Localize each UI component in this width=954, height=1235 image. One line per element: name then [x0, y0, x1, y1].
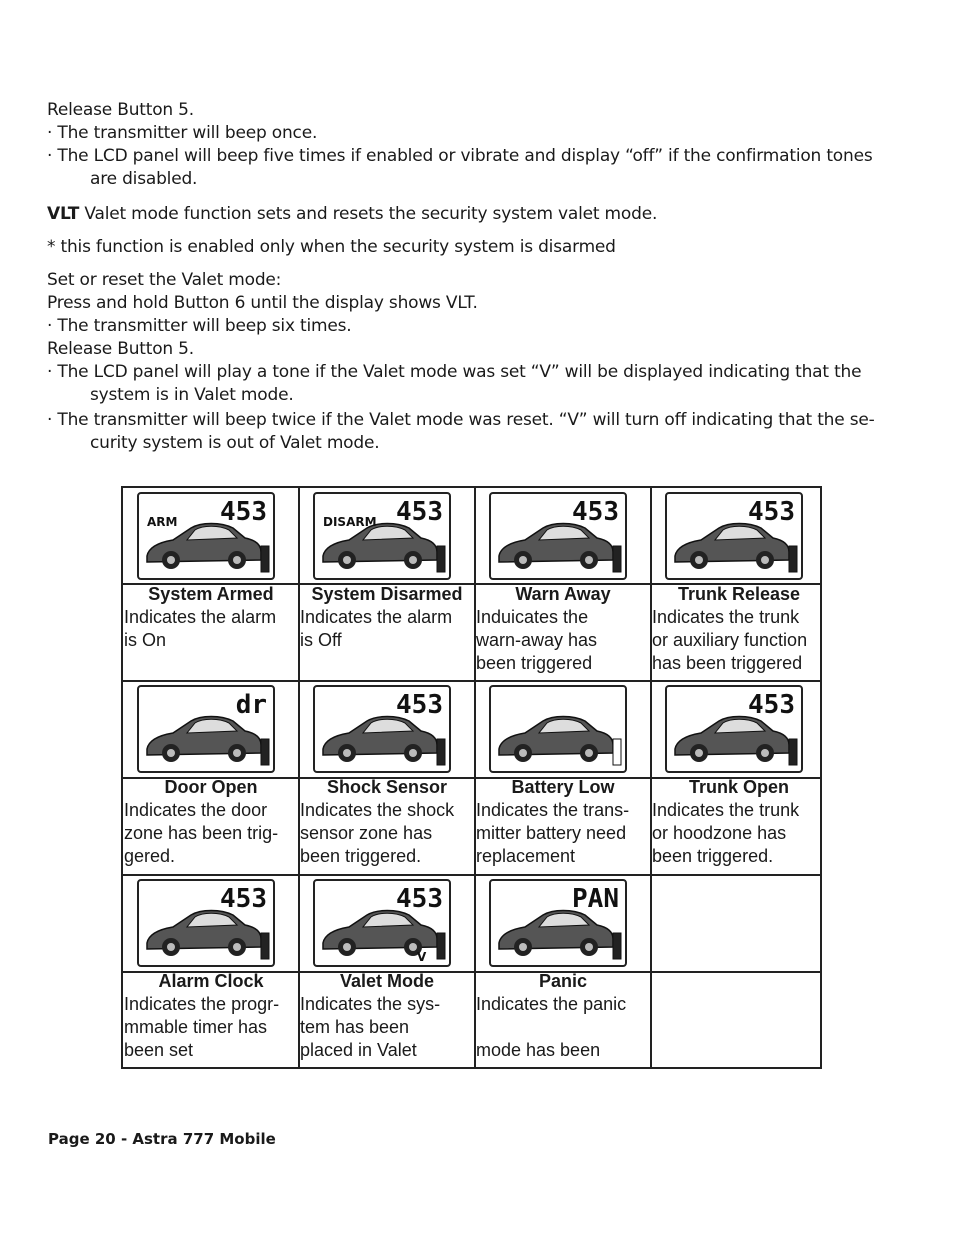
indicator-description: been set	[124, 1040, 194, 1060]
lcd-time-text: 453	[220, 497, 267, 527]
text-line	[47, 203, 657, 225]
lcd-time-text: 453	[572, 497, 619, 527]
indicator-description: Indicates the trans-	[476, 800, 630, 820]
lcd-mode-label: DISARM	[323, 515, 377, 529]
indicator-cell	[299, 488, 475, 681]
vlt-description: Valet mode function sets and resets the security system valet mode.	[79, 204, 658, 224]
indicator-description: Indicates the progr-	[124, 994, 280, 1014]
indicator-description: Indicates the sys-	[300, 994, 441, 1014]
indicator-cell	[475, 681, 651, 874]
lcd-time-text: PAN	[572, 884, 619, 914]
lcd-display-icon	[489, 685, 627, 773]
indicator-description: tem has been	[300, 1017, 410, 1037]
indicator-title: Trunk Release	[677, 584, 801, 604]
indicator-description: Indicates the trunk	[652, 607, 800, 627]
indicator-description: is Off	[300, 630, 342, 650]
lcd-time-text: 453	[220, 884, 267, 914]
indicator-cell	[299, 875, 475, 1068]
lcd-time-text: 453	[748, 690, 795, 720]
lcd-display-icon	[489, 879, 627, 967]
lcd-time-text: 453	[748, 497, 795, 527]
indicator-description: Indicates the panic	[476, 994, 627, 1014]
indicator-description: Indicates the door	[124, 800, 268, 820]
indicator-title: Trunk Open	[688, 777, 789, 797]
indicator-description: Indicates the shock	[300, 800, 455, 820]
indicator-title: Panic	[538, 971, 588, 991]
indicator-title: Battery Low	[511, 777, 615, 797]
indicator-description: been triggered.	[652, 846, 774, 866]
lcd-time-text: 453	[396, 884, 443, 914]
indicator-description: or hoodzone has	[652, 823, 787, 843]
indicator-title: Shock Sensor	[326, 777, 448, 797]
indicator-cell	[123, 681, 299, 874]
page-footer: Page 20 - Astra 777 Mobile	[48, 1130, 276, 1148]
lcd-display-icon	[137, 492, 275, 580]
lcd-display-icon	[137, 879, 275, 967]
indicator-title: System Armed	[148, 584, 274, 604]
indicator-description: been triggered.	[300, 846, 422, 866]
text-line: · The transmitter will beep twice if the Valet mode was reset. “V” will turn off indicating that the se-	[47, 410, 875, 430]
text-line: * this function is enabled only when the security system is disarmed	[47, 237, 616, 257]
indicator-description: zone has been trig-	[124, 823, 279, 843]
lcd-display-icon	[313, 685, 451, 773]
indicator-cell	[475, 488, 651, 681]
indicator-description: sensor zone has	[300, 823, 433, 843]
lcd-display-icon	[665, 685, 803, 773]
indicator-description: Induicates the	[476, 607, 589, 627]
text-line: Set or reset the Valet mode:	[47, 270, 282, 290]
lcd-display-icon	[313, 879, 451, 967]
vlt-label: VLT	[47, 204, 80, 224]
lcd-display-icon	[137, 685, 275, 773]
indicator-description: mitter battery need	[476, 823, 627, 843]
text-line: · The transmitter will beep six times.	[47, 316, 352, 336]
indicator-description: or auxiliary function	[652, 630, 808, 650]
indicator-cell	[123, 875, 299, 1068]
indicator-description: Indicates the alarm	[124, 607, 277, 627]
indicator-title: Alarm Clock	[158, 971, 264, 991]
indicator-title: Valet Mode	[339, 971, 435, 991]
indicator-description: warn-away has	[476, 630, 598, 650]
indicator-table	[121, 486, 822, 1069]
indicator-description: mmable timer has	[124, 1017, 268, 1037]
indicator-description: been triggered	[476, 653, 593, 673]
indicator-cell	[123, 488, 299, 681]
indicator-description: gered.	[124, 846, 176, 866]
indicator-title: System Disarmed	[311, 584, 463, 604]
indicator-description: has been triggered	[652, 653, 803, 673]
text-line: Press and hold Button 6 until the display shows VLT.	[47, 293, 478, 313]
indicator-description: mode has been	[476, 1040, 601, 1060]
text-line: Release Button 5.	[47, 100, 194, 120]
lcd-time-text: 453	[396, 690, 443, 720]
indicator-description: Indicates the trunk	[652, 800, 800, 820]
indicator-cell	[651, 681, 827, 874]
indicator-description: placed in Valet	[300, 1040, 417, 1060]
text-line: are disabled.	[90, 169, 198, 189]
indicator-cell	[299, 681, 475, 874]
lcd-time-text: dr	[235, 690, 267, 720]
text-line: · The LCD panel will beep five times if enabled or vibrate and display “off” if the confirmation tones	[47, 146, 873, 166]
lcd-time-text: 453	[396, 497, 443, 527]
lcd-display-icon	[489, 492, 627, 580]
indicator-cell	[651, 488, 827, 681]
lcd-mode-label: ARM	[147, 515, 178, 529]
indicator-description: Indicates the alarm	[300, 607, 453, 627]
indicator-cell	[475, 875, 651, 1068]
lcd-display-icon	[665, 492, 803, 580]
text-line: · The transmitter will beep once.	[47, 123, 318, 143]
text-line: system is in Valet mode.	[90, 385, 294, 405]
text-line: Release Button 5.	[47, 339, 194, 359]
text-line: curity system is out of Valet mode.	[90, 433, 380, 453]
lcd-display-icon	[313, 492, 451, 580]
text-line: · The LCD panel will play a tone if the Valet mode was set “V” will be displayed indicating that the	[47, 362, 862, 382]
indicator-description: is On	[124, 630, 167, 650]
indicator-title: Warn Away	[515, 584, 611, 604]
indicator-description: replacement	[476, 846, 576, 866]
lcd-mode-label: V	[417, 950, 427, 964]
indicator-title: Door Open	[164, 777, 258, 797]
